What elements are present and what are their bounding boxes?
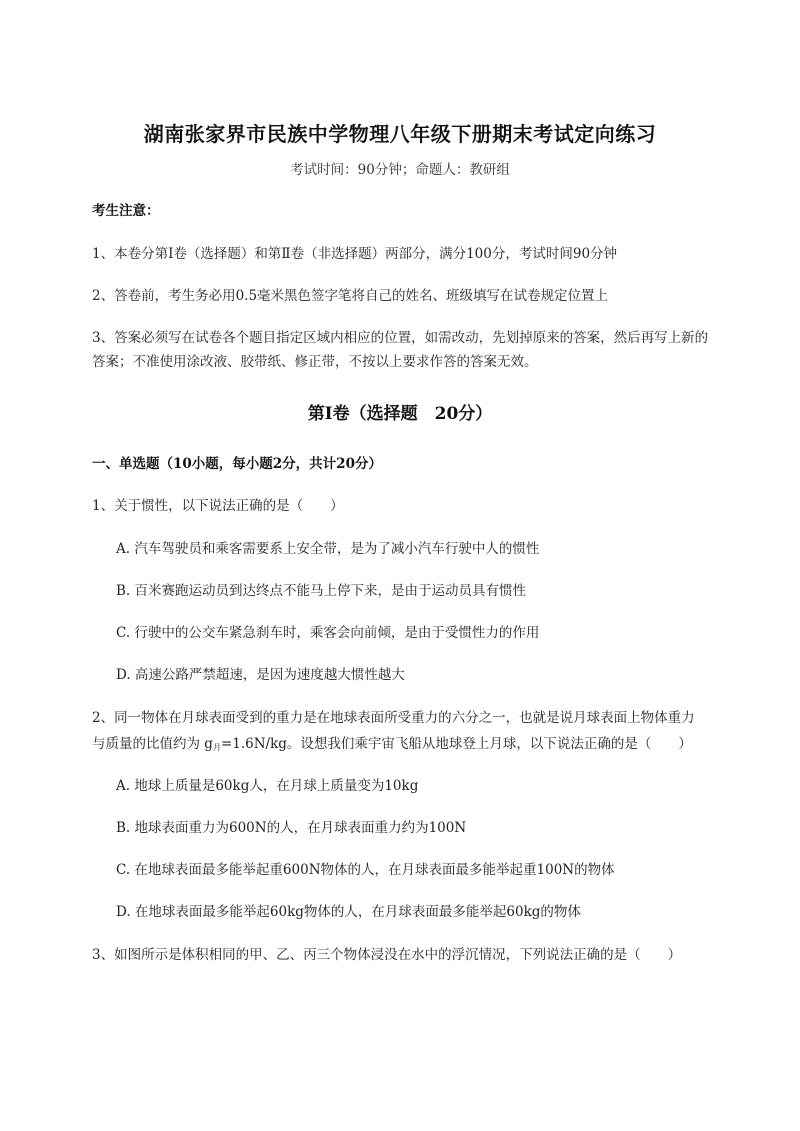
question-1-option-b: B. 百米赛跑运动员到达终点不能马上停下来，是由于运动员具有惯性 <box>116 583 527 599</box>
question-1-stem: 1、关于惯性，以下说法正确的是（ ） <box>92 498 344 514</box>
question-2-option-b: B. 地球表面重力为600N的人，在月球表面重力约为100N <box>116 820 467 836</box>
notice-item-2: 2、答卷前，考生务必用0.5毫米黑色签字笔将自己的姓名、班级填写在试卷规定位置上 <box>92 288 609 304</box>
question-2-stem-line1: 2、同一物体在月球表面受到的重力是在地球表面所受重力的六分之一，也就是说月球表面上物体重力 <box>92 710 695 726</box>
question-2-stem-line2 <box>92 732 692 760</box>
notice-item-1: 1、本卷分第Ⅰ卷（选择题）和第Ⅱ卷（非选择题）两部分，满分100分，考试时间90分钟 <box>92 246 618 262</box>
question-3-stem: 3、如图所示是体积相同的甲、乙、丙三个物体浸没在水中的浮沉情况，下列说法正确的是（ ） <box>92 947 682 963</box>
page-subtitle: 考试时间：90分钟；命题人：教研组 <box>290 162 510 178</box>
section-title: 第Ⅰ卷（选择题 20分） <box>307 404 493 424</box>
question-2-option-c: C. 在地球表面最多能举起重600N物体的人，在月球表面最多能举起重100N的物体 <box>116 862 615 878</box>
page-title: 湖南张家界市民族中学物理八年级下册期末考试定向练习 <box>143 122 657 146</box>
question-2-option-a: A. 地球上质量是60kg人，在月球上质量变为10kg <box>116 778 419 794</box>
part-heading: 一、单选题（10小题，每小题2分，共计20分） <box>92 456 382 472</box>
notice-heading: 考生注意： <box>92 203 160 219</box>
notice-item-3: 3、答案必须写在试卷各个题目指定区域内相应的位置，如需改动，先划掉原来的答案，然后再写上新的答案；不准使用涂改液、胶带纸、修正带，不按以上要求作答的答案无效。 <box>92 330 709 370</box>
moon-subscript: 月 <box>212 743 221 752</box>
question-2-stem-part-a: 与质量的比值约为 g <box>92 736 213 752</box>
question-1-option-d: D. 高速公路严禁超速，是因为速度越大惯性越大 <box>116 667 405 683</box>
question-2-stem-part-b: =1.6N/kg。设想我们乘宇宙飞船从地球登上月球，以下说法正确的是（ ） <box>220 736 692 752</box>
question-2-option-d: D. 在地球表面最多能举起60kg物体的人，在月球表面最多能举起60kg的物体 <box>116 904 581 920</box>
question-1-option-c: C. 行驶中的公交车紧急刹车时，乘客会向前倾，是由于受惯性力的作用 <box>116 625 540 641</box>
question-1-option-a: A. 汽车驾驶员和乘客需要系上安全带，是为了减小汽车行驶中人的惯性 <box>116 541 540 557</box>
